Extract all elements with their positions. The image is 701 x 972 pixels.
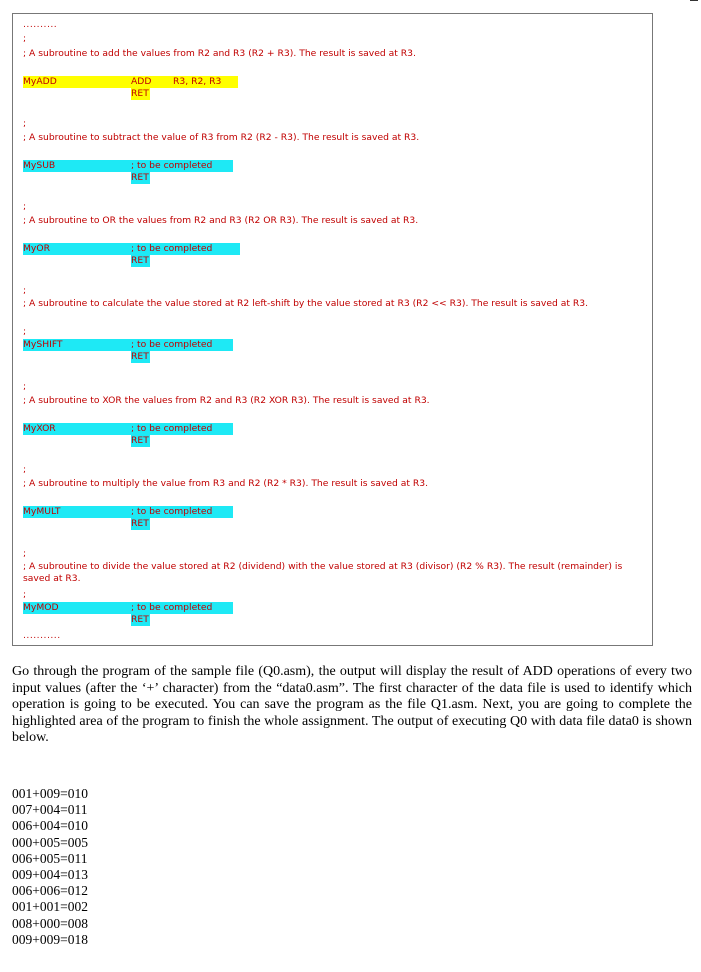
todo-shift: ; to be completed	[131, 339, 213, 350]
label-mymod: MyMOD	[23, 602, 59, 613]
op-add: ADD	[131, 76, 152, 87]
blank-comment: ;	[23, 326, 27, 337]
todo-sub: ; to be completed	[131, 160, 213, 171]
label-myor: MyOR	[23, 243, 50, 254]
comment-shift: ; A subroutine to calculate the value stored at R2 left-shift by the value stored at R3 (R2 << R3). The result is saved at R3.	[23, 298, 589, 309]
ret-xor: RET	[131, 435, 149, 446]
ret-mod: RET	[131, 614, 149, 625]
output-line: 009+009=018	[12, 932, 88, 947]
operands-add: R3, R2, R3	[173, 76, 222, 87]
output-line: 006+006=012	[12, 883, 88, 898]
blank-comment: ;	[23, 201, 27, 212]
label-myshift: MySHIFT	[23, 339, 63, 350]
corner-mark	[690, 0, 698, 1]
output-line: 006+005=011	[12, 851, 88, 866]
output-line: 001+001=002	[12, 899, 88, 914]
blank-comment: ;	[23, 118, 27, 129]
todo-mod: ; to be completed	[131, 602, 213, 613]
ret-shift: RET	[131, 351, 149, 362]
ret-add: RET	[131, 88, 149, 99]
label-mymult: MyMULT	[23, 506, 61, 517]
blank-comment: ;	[23, 33, 27, 44]
comment-add: ; A subroutine to add the values from R2 and R3 (R2 + R3). The result is saved at R3.	[23, 48, 416, 59]
blank-comment: ;	[23, 589, 27, 600]
blank-comment: ;	[23, 285, 27, 296]
label-myxor: MyXOR	[23, 423, 56, 434]
comment-or: ; A subroutine to OR the values from R2 and R3 (R2 OR R3). The result is saved at R3.	[23, 215, 419, 226]
label-myadd: MyADD	[23, 76, 57, 87]
output-line: 001+009=010	[12, 786, 88, 801]
comment-sub: ; A subroutine to subtract the value of R3 from R2 (R2 - R3). The result is saved at R3.	[23, 132, 420, 143]
instructions-paragraph: Go through the program of the sample file (Q0.asm), the output will display the result of ADD operations of every two input values (after the ‘+’ character) from the “data0.asm”. The first character of the data file is used to identify which operation is going to be executed. You can save the program as the file Q1.asm. Next, you are going to complete the highlighted area of the program to finish the whole assignment. The output of executing Q0 with data file data0 is shown below.	[12, 664, 692, 745]
blank-comment: ;	[23, 464, 27, 475]
output-line: 007+004=011	[12, 802, 88, 817]
blank-comment: ;	[23, 381, 27, 392]
comment-mult: ; A subroutine to multiply the value from R3 and R2 (R2 * R3). The result is saved at R3.	[23, 478, 429, 489]
comment-mod: ; A subroutine to divide the value stored at R2 (dividend) with the value stored at R3 (divisor) (R2 % R3). The result (remainder) is saved at R3.	[23, 561, 623, 584]
output-line: 006+004=010	[12, 818, 88, 833]
todo-or: ; to be completed	[131, 243, 213, 254]
code-listing-box	[12, 13, 653, 646]
top-ellipsis: ..........	[23, 19, 58, 30]
ret-mult: RET	[131, 518, 149, 529]
todo-mult: ; to be completed	[131, 506, 213, 517]
comment-xor: ; A subroutine to XOR the values from R2 and R3 (R2 XOR R3). The result is saved at R3.	[23, 395, 430, 406]
ret-sub: RET	[131, 172, 149, 183]
bottom-ellipsis: ...........	[23, 630, 61, 641]
blank-comment: ;	[23, 548, 27, 559]
output-line: 008+000=008	[12, 916, 88, 931]
todo-xor: ; to be completed	[131, 423, 213, 434]
label-mysub: MySUB	[23, 160, 56, 171]
output-line: 009+004=013	[12, 867, 88, 882]
output-line: 000+005=005	[12, 835, 88, 850]
ret-or: RET	[131, 255, 149, 266]
